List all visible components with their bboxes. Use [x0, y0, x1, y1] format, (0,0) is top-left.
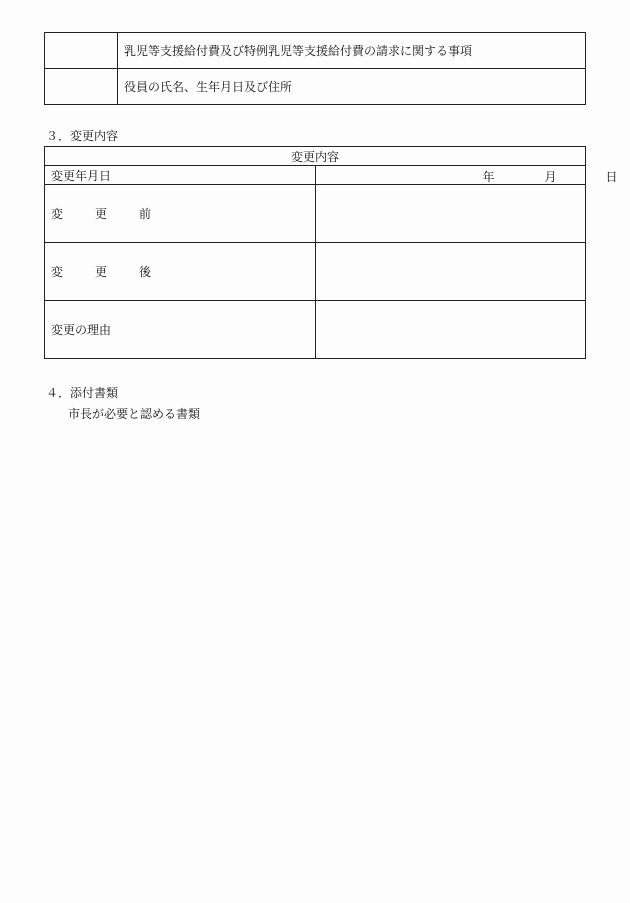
change-details-table — [44, 146, 618, 359]
item-text-cell: 役員の氏名、生年月日及び住所 — [118, 69, 586, 105]
item-text-cell: 乳児等支援給付費及び特例乳児等支援給付費の請求に関する事項 — [118, 33, 586, 69]
change-details-header: 変更内容 — [45, 147, 586, 166]
section-3-heading: ３．変更内容 — [46, 129, 119, 143]
date-day-label: 日 — [605, 170, 618, 184]
change-reason-row — [45, 301, 586, 359]
upper-items-table — [44, 32, 586, 105]
date-year-label: 年 — [482, 170, 495, 184]
table-header-row — [45, 147, 586, 166]
after-change-row — [45, 243, 586, 301]
change-reason-field[interactable] — [315, 301, 586, 359]
section-4-heading: ４．添付書類 — [46, 386, 119, 400]
table-row — [45, 69, 586, 105]
after-change-label: 変 更 後 — [45, 243, 316, 301]
attached-documents-text: 市長が必要と認める書類 — [68, 407, 201, 421]
change-date-row — [45, 166, 586, 185]
change-date-label: 変更年月日 — [45, 166, 316, 185]
change-date-field[interactable] — [315, 166, 618, 185]
item-label-cell — [45, 69, 118, 105]
date-month-label: 月 — [544, 170, 557, 184]
change-reason-label: 変更の理由 — [45, 301, 316, 359]
before-change-field[interactable] — [315, 185, 586, 243]
after-change-field[interactable] — [315, 243, 586, 301]
table-row — [45, 33, 586, 69]
before-change-label: 変 更 前 — [45, 185, 316, 243]
before-change-row — [45, 185, 586, 243]
item-label-cell — [45, 33, 118, 69]
